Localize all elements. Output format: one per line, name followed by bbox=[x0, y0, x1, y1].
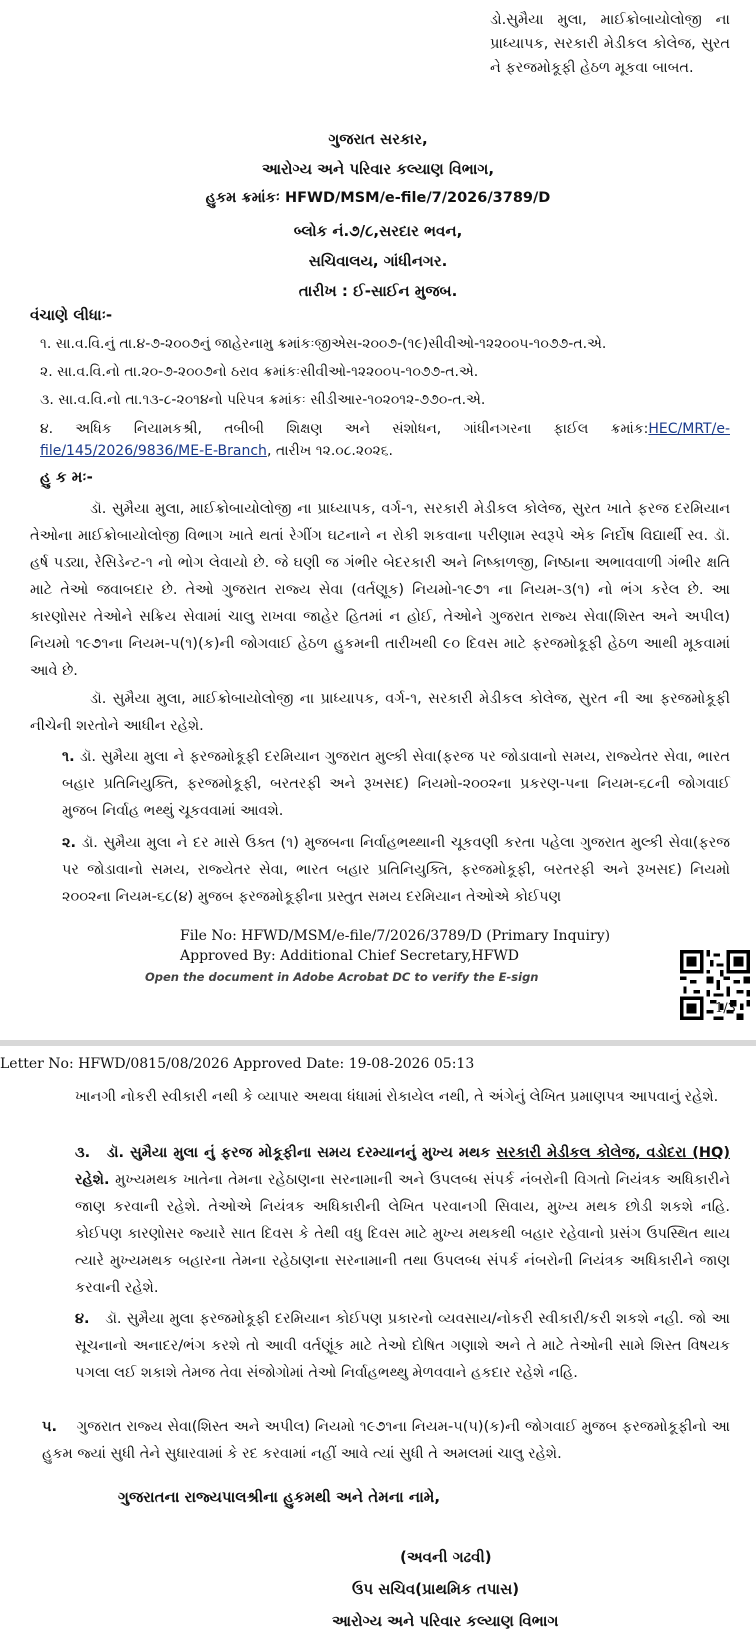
condition-1-text: ડૉ. સુમૈયા મુલા ને ફરજમોકૂફી દરમિયાન ગુજરાત મુલ્કી સેવા(ફરજ પર જોડાવાનો સમય, રાજ્યેતર સેવા, ભારત બહાર પ્રતિનિયુક્તિ, ફરજમોકૂફી, બરતરફી અને રૂખસદ) નિયમો-૨૦૦૨ના પ્રકરણ-૫ના નિયમ-૬૮ની જોગવાઈ મુજબ નિર્વાહ ભથ્થું ચૂકવવામાં આવશે. bbox=[62, 749, 731, 819]
closing-line: ગુજરાતના રાજ્યપાલશ્રીના હુકમથી અને તેમના નામે, bbox=[118, 1488, 441, 1506]
condition-2-number: ૨. bbox=[62, 835, 77, 851]
condition-2 bbox=[62, 830, 730, 911]
condition-3-text: મુખ્યમથક ખાતેના તેમના રહેઠાણના સરનામાની અને ઉપલબ્ધ સંપર્ક નંબરોની વિગતો નિયંત્રક અધિકારીને જાણ કરવાની રહેશે. તેઓએ નિયંત્રક અધિકારીની લેખિત પરવાનગી સિવાય, મુખ્ય મથક છોડી શકશે નહિ. કોઈપણ કારણોસર જ્યારે સાત દિવસ કે તેથી વધુ દિવસ માટે મુખ્ય મથકથી બહાર રહેવાનો પ્રસંગ ઉપસ્થિત થાય ત્યારે મુખ્યમથક બહારના તેમના રહેઠાણના સરનામાની તથા ઉપલબ્ધ સંપર્ક નંબરોની નિયંત્રક અધિકારીને જાણ કરવાની રહેશે. bbox=[75, 1172, 730, 1296]
reference-item: ૨. સા.વ.વિ.નો તા.૨૦-૭-૨૦૦૭નો ઠરાવ ક્રમાંકઃસીવીઓ-૧૨૨૦૦૫-૧૦૭૭-ત.એ. bbox=[40, 364, 479, 380]
condition-5-text: ગુજરાત રાજ્ય સેવા(શિસ્ત અને અપીલ) નિયમો ૧૯૭૧ના નિયમ-૫(૫)(ક)ની જોગવાઈ મુજબ ફરજમોકૂફીનો આ હુકમ જ્યાં સુધી તેને સુધારવામાં કે રદ કરવામાં નહીં આવે ત્યાં સુધી તે અમલમાં ચાલુ રહેશે. bbox=[42, 1419, 730, 1462]
condition-3-number: ૩. bbox=[75, 1145, 91, 1161]
order-paragraph-2: ડૉ. સુમૈયા મુલા, માઈક્રોબાયોલોજી ના પ્રાધ્યાપક, વર્ગ-૧, સરકારી મેડીકલ કોલેજ, સુરત ની આ ફરજમોકૂફી નીચેની શરતોને આધીન રહેશે. bbox=[30, 691, 730, 734]
letter-number-line: Letter No: HFWD/0815/08/2026 Approved Date: 19-08-2026 05:13 bbox=[0, 1056, 475, 1072]
address-line1: બ્લોક નં.૭/૮,સરદાર ભવન, bbox=[293, 222, 463, 240]
condition-3-headquarters-intro: ડૉ. સુમૈયા મુલા નું ફરજ મોકૂફીના સમય દરમ્યાનનું મુખ્ય મથક bbox=[106, 1145, 497, 1161]
reference-item-4-suffix: , તારીખ ૧૨.૦૮.૨૦૨૬. bbox=[266, 443, 394, 459]
order-paragraph-1: ડૉ. સુમૈયા મુલા, માઈક્રોબાયોલોજી ના પ્રાધ્યાપક, વર્ગ-૧, સરકારી મેડીકલ કોલેજ, સુરત ખાતે ફરજ દરમિયાન તેઓના માઈક્રોબાયોલોજી વિભાગ ખાતે થતાં રેગીંગ ઘટનાને ન રોકી શકવાના પરીણામ સ્વરૂપે એક નિર્દોષ વિદ્યાર્થી સ્વ. ડૉ. હર્ષ પડ્યા, રેસિડેન્ટ-૧ નો ભોગ લેવાયો છે. જે ઘણી જ ગંભીર બેદરકારી અને નિષ્કાળજી, નિષ્ઠાના અભાવવાળી ગંભીર ક્ષતિ માટે તેઓ જવાબદાર છે. તેઓ ગુજરાત રાજ્ય સેવા (વર્તણૂક) નિયમો-૧૯૭૧ ના નિયમ-૩(૧) નો ભંગ કરેલ છે. આ કારણોસર તેઓને સક્રિય સેવામાં ચાલુ રાખવા જાહેર હિતમાં ન હોઈ, તેઓને ગુજરાત રાજ્ય સેવા(શિસ્ત અને અપીલ) નિયમો ૧૯૭૧ના નિયમ-૫(૧)(ક)ની જોગવાઈ હેઠળ હુકમની તારીખથી ૯૦ દિવસ માટે ફરજમોકૂફી હેઠળ આથી મૂકવામાં આવે છે. bbox=[30, 501, 730, 679]
signatory-name: (અવની ગઢવી) bbox=[400, 1548, 492, 1566]
condition-4-text: ડૉ. સુમૈયા મુલા ફરજમોકૂફી દરમિયાન કોઈપણ પ્રકારનો વ્યવસાય/નોકરી સ્વીકારી/કરી શકશે નહી. જો આ સૂચનાનો અનાદર/ભંગ કરશે તો આવી વર્તણૂંક માટે તેઓ દોષિત ગણાશે અને તે માટે તેઓની સામે શિસ્ત વિષયક પગલા લઈ શકાશે તેમજ તેવા સંજોગોમાં તેઓ નિર્વાહભથ્થુ મેળવવાને હકદાર રહેશે નહિ. bbox=[75, 1311, 730, 1381]
subject-text: ડો.સુમૈયા મુલા, માઈક્રોબાયોલોજી ના પ્રાધ્યાપક, સરકારી મેડીકલ કોલેજ, સુરત ને ફરજમોકૂફી હેઠળ મૂકવા બાબત. bbox=[490, 12, 730, 76]
condition-3 bbox=[75, 1140, 730, 1302]
condition-3-headquarters: સરકારી મેડીકલ કોલેજ, વડોદરા (HQ) bbox=[496, 1145, 730, 1161]
condition-1-number: ૧. bbox=[62, 749, 75, 765]
condition-2-text: ડૉ. સુમૈયા મુલા ને દર માસે ઉક્ત (૧) મુજબના નિર્વાહભથ્થાની ચૂકવણી કરતા પહેલા ગુજરાત મુલ્કી સેવા(ફરજ પર જોડાવાનો સમય, રાજ્યેતર સેવા, ભારત બહાર પ્રતિનિયુક્તિ, ફરજમોકૂફી, બરતરફી અને રૂખસદ) નિયમો ૨૦૦૨ના નિયમ-૬૮(૪) મુજબ ફરજમોકૂફીના પ્રસ્તુત સમય દરમિયાન તેઓએ કોઈપણ bbox=[62, 835, 731, 905]
footer-file-number: File No: HFWD/MSM/e-file/7/2026/3789/D (Primary Inquiry) bbox=[180, 928, 611, 944]
condition-5 bbox=[42, 1414, 730, 1468]
page-number: 1/3 bbox=[715, 1001, 736, 1016]
date-line: તારીખ : ઈ-સાઈન મુજબ. bbox=[298, 282, 458, 300]
department-name: આરોગ્ય અને પરિવાર કલ્યાણ વિભાગ, bbox=[261, 160, 495, 178]
order-number: હુકમ ક્રમાંકઃ HFWD/MSM/e-file/7/2026/3789/D bbox=[205, 190, 551, 206]
condition-1 bbox=[62, 744, 730, 825]
reference-file-link[interactable]: HEC/MRT/e-file/145/2026/9836/ME-E-Branch bbox=[40, 421, 730, 459]
address-line2: સચિવાલય, ગાંધીનગર. bbox=[308, 252, 448, 270]
condition-4-number: ૪. bbox=[75, 1311, 90, 1327]
footer-approved-by: Approved By: Additional Chief Secretary,HFWD bbox=[180, 948, 519, 964]
condition-4 bbox=[75, 1306, 730, 1387]
page-divider bbox=[0, 1040, 756, 1046]
reference-item-4-prefix: ૪. અધિક નિયામકશ્રી, તબીબી શિક્ષણ અને સંશોધન, ગાંધીનગરના ફાઈલ ક્રમાંક: bbox=[40, 421, 649, 437]
order-heading: હુ ક મઃ- bbox=[40, 468, 93, 486]
govt-name: ગુજરાત સરકાર, bbox=[328, 130, 428, 148]
signatory-designation: ઉપ સચિવ(પ્રાથમિક તપાસ) bbox=[352, 1580, 520, 1598]
signatory-department: આરોગ્ય અને પરિવાર કલ્યાણ વિભાગ bbox=[332, 1612, 559, 1630]
reference-item: ૩. સા.વ.વિ.નો તા.૧૩-૮-૨૦૧૪નો પરિપત્ર ક્રમાંકઃ સીડીઆર-૧૦૨૦૧૨-૭૭૦-ત.એ. bbox=[40, 392, 486, 408]
condition-3-headquarters-end: રહેશે. bbox=[75, 1172, 110, 1188]
references-heading: વંચાણે લીધાઃ- bbox=[30, 306, 113, 324]
condition-2-continued: ખાનગી નોકરી સ્વીકારી નથી કે વ્યાપાર અથવા ધંધામાં રોકાયેલ નથી, તે અંગેનું લેખિત પ્રમાણપત્ર આપવાનું રહેશે. bbox=[75, 1089, 719, 1105]
condition-5-number: ૫. bbox=[42, 1419, 58, 1435]
reference-item: ૧. સા.વ.વિ.નું તા.૪-૭-૨૦૦૭નું જાહેરનામુ ક્રમાંકઃજીએસ-૨૦૦૭-(૧૯)સીવીઓ-૧૨૨૦૦૫-૧૦૭૭-ત.એ. bbox=[40, 336, 607, 352]
footer-verify-note: Open the document in Adobe Acrobat DC to verify the E-sign bbox=[145, 970, 539, 984]
reference-item-4 bbox=[40, 418, 730, 462]
